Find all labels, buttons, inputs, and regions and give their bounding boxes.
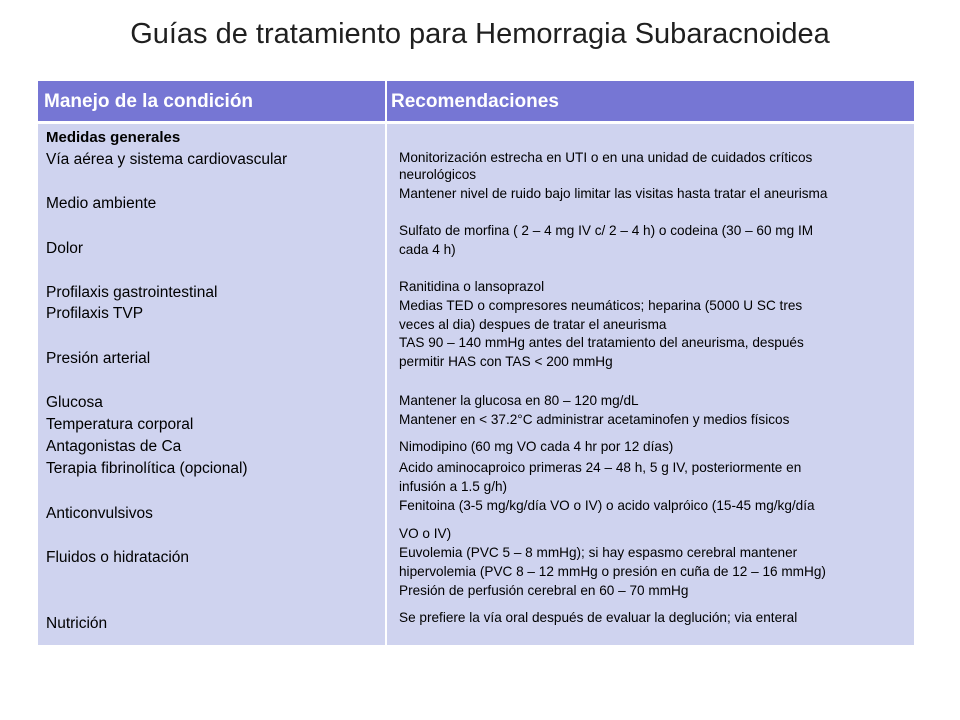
column-divider	[385, 81, 387, 121]
header-recommendations: Recomendaciones	[391, 91, 559, 112]
right-line: Acido aminocaproico primeras 24 – 48 h, 5 g IV, posteriormente en	[399, 460, 802, 475]
left-item-general: Medidas generales	[46, 129, 181, 146]
right-line: Presión de perfusión cerebral en 60 – 70 mmHg	[399, 583, 689, 598]
right-line: neurológicos	[399, 167, 477, 182]
left-item-pain: Dolor	[46, 240, 84, 257]
right-line: Monitorización estrecha en UTI o en una unidad de cuidados críticos	[399, 150, 813, 165]
left-item-fluids: Fluidos o hidratación	[46, 549, 190, 566]
left-item-environment: Medio ambiente	[46, 195, 157, 212]
right-line: Mantener la glucosa en 80 – 120 mg/dL	[399, 393, 639, 408]
right-line: infusión a 1.5 g/h)	[399, 479, 508, 494]
table-header	[38, 81, 914, 121]
right-line: Nimodipino (60 mg VO cada 4 hr por 12 días)	[399, 439, 674, 454]
left-item-gi-prophylaxis: Profilaxis gastrointestinal	[46, 284, 218, 301]
treatment-table	[38, 81, 914, 645]
left-item-anticonvulsants: Anticonvulsivos	[46, 505, 153, 522]
left-item-nutrition: Nutrición	[46, 615, 108, 632]
left-item-airway: Vía aérea y sistema cardiovascular	[46, 151, 288, 168]
right-line: Ranitidina o lansoprazol	[399, 279, 545, 294]
right-line: VO o IV)	[399, 526, 452, 541]
right-line: Fenitoina (3-5 mg/kg/día VO o IV) o acido valpróico (15-45 mg/kg/día	[399, 498, 815, 513]
right-line: veces al dia) despues de tratar el aneurisma	[399, 317, 667, 332]
page-title: Guías de tratamiento para Hemorragia Subaracnoidea	[130, 18, 830, 50]
left-item-ca-antagonists: Antagonistas de Ca	[46, 438, 182, 455]
left-item-temperature: Temperatura corporal	[46, 416, 194, 433]
right-line: TAS 90 – 140 mmHg antes del tratamiento del aneurisma, después	[399, 335, 804, 350]
column-divider	[385, 124, 387, 645]
right-line: Mantener nivel de ruido bajo limitar las visitas hasta tratar el aneurisma	[399, 186, 828, 201]
left-item-glucose: Glucosa	[46, 394, 103, 411]
right-line: cada 4 h)	[399, 242, 456, 257]
right-line: hipervolemia (PVC 8 – 12 mmHg o presión en cuña de 12 – 16 mmHg)	[399, 564, 826, 579]
left-item-fibrinolytic: Terapia fibrinolítica (opcional)	[46, 460, 248, 477]
right-line: Medias TED o compresores neumáticos; heparina (5000 U SC tres	[399, 298, 803, 313]
table-body	[38, 124, 914, 645]
right-line: Se prefiere la vía oral después de evaluar la deglución; via enteral	[399, 610, 798, 625]
right-line: permitir HAS con TAS < 200 mmHg	[399, 354, 613, 369]
header-management: Manejo de la condición	[44, 91, 254, 112]
right-line: Euvolemia (PVC 5 – 8 mmHg); si hay espasmo cerebral mantener	[399, 545, 798, 560]
right-line: Mantener en < 37.2°C administrar acetaminofen y medios físicos	[399, 412, 790, 427]
right-line: Sulfato de morfina ( 2 – 4 mg IV c/ 2 – 4 h) o codeina (30 – 60 mg IM	[399, 223, 814, 238]
left-item-blood-pressure: Presión arterial	[46, 350, 151, 367]
left-item-dvt-prophylaxis: Profilaxis TVP	[46, 305, 144, 322]
